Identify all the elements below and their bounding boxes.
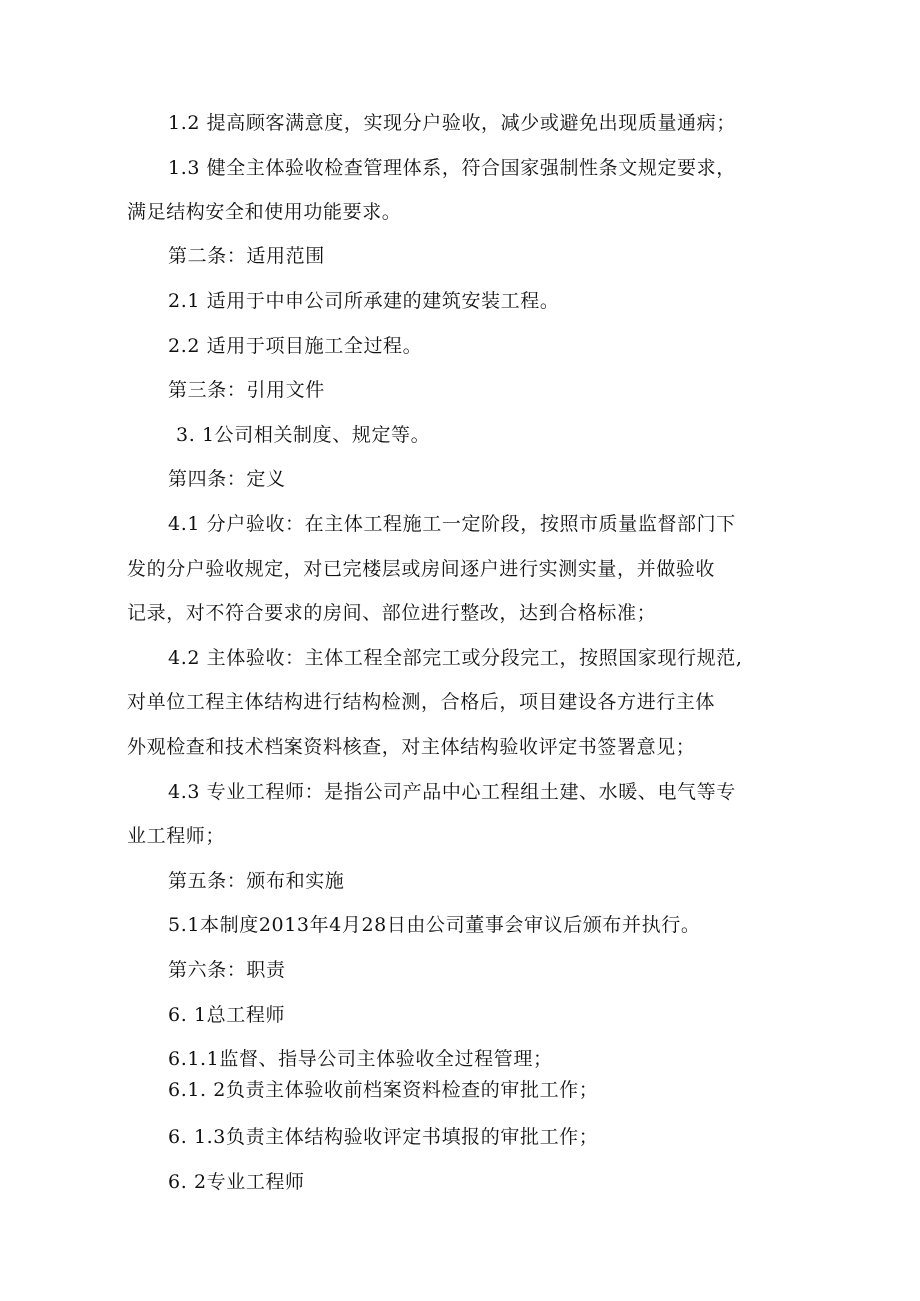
clause-4-1: 4.1 分户验收：在主体工程施工一定阶段，按照市质量监督部门下 [168,513,736,535]
clause-4-3: 4.3 专业工程师：是指公司产品中心工程组土建、水暖、电气等专 [168,781,736,803]
article-3-heading: 第三条：引用文件 [168,379,325,401]
clause-5-1: 5.1本制度2013年4月28日由公司董事会审议后颁布并执行。 [168,914,701,936]
clause-4-2-continued: 外观检查和技术档案资料核查，对主体结构验收评定书签署意见； [127,736,696,758]
clause-1-3: 1.3 健全主体验收检查管理体系，符合国家强制性条文规定要求， [168,157,736,179]
clause-6-1-1: 6.1.1监督、指导公司主体验收全过程管理； [168,1048,553,1070]
clause-4-2-continued: 对单位工程主体结构进行结构检测，合格后，项目建设各方进行主体 [127,691,716,713]
clause-3-1: 3. 1公司相关制度、规定等。 [176,424,431,446]
clause-4-3-continued: 业工程师； [127,825,226,847]
clause-6-1-2: 6.1. 2负责主体验收前档案资料检查的审批工作； [168,1079,599,1101]
clause-1-2: 1.2 提高顾客满意度，实现分户验收，减少或避免出现质量通病； [168,112,736,134]
article-2-heading: 第二条：适用范围 [168,245,325,267]
clause-4-2: 4.2 主体验收：主体工程全部完工或分段完工，按照国家现行规范, [168,647,743,669]
clause-6-1-3: 6. 1.3负责主体结构验收评定书填报的审批工作； [168,1126,599,1148]
article-5-heading: 第五条：颁布和实施 [168,870,345,892]
article-6-heading: 第六条：职责 [168,959,286,981]
clause-4-1-continued: 发的分户验收规定，对已完楼层或房间逐户进行实测实量，并做验收 [127,558,716,580]
clause-1-3-continued: 满足结构安全和使用功能要求。 [127,201,402,223]
clause-6-1: 6. 1总工程师 [168,1004,286,1026]
article-4-heading: 第四条：定义 [168,468,286,490]
clause-2-1: 2.1 适用于中申公司所承建的建筑安装工程。 [168,290,560,312]
clause-2-2: 2.2 适用于项目施工全过程。 [168,335,423,357]
clause-6-2: 6. 2专业工程师 [168,1171,305,1193]
clause-4-1-continued: 记录，对不符合要求的房间、部位进行整改，达到合格标准； [127,602,657,624]
